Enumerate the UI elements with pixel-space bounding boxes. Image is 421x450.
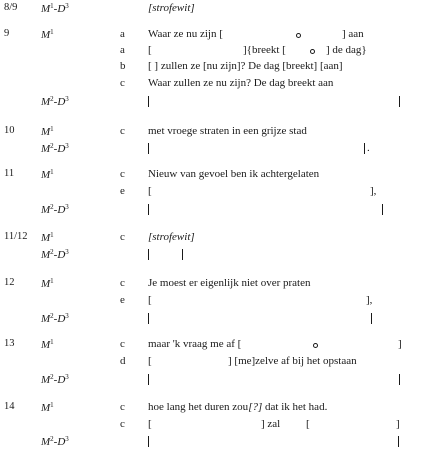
variant-bar xyxy=(182,249,183,260)
witness-siglum: $M^1$ xyxy=(41,231,54,244)
variant-bar xyxy=(371,313,372,324)
line-number: 8/9 xyxy=(4,2,18,13)
witness-siglum: $M^2-D^3$ xyxy=(41,435,69,448)
variant-bar xyxy=(148,249,149,260)
witness-siglum: $M^2-D^3$ xyxy=(41,248,69,261)
variant-text: Je moest er eigenlijk niet over praten xyxy=(148,277,311,289)
variant-text: ] aan xyxy=(342,28,364,40)
variant-letter: e xyxy=(120,294,125,306)
variant-text: . xyxy=(367,142,370,154)
line-number: 10 xyxy=(4,125,15,136)
variant-text: [ xyxy=(306,418,310,430)
variant-text: [ xyxy=(148,44,152,56)
line-number: 12 xyxy=(4,277,15,288)
variant-bar xyxy=(398,436,399,447)
variant-text: ]{breekt [ xyxy=(243,44,286,56)
variant-letter: a xyxy=(120,28,125,40)
variant-text: Waar ze nu zijn [ xyxy=(148,28,223,40)
variant-bar xyxy=(382,204,383,215)
variant-bar xyxy=(148,204,149,215)
variant-bar xyxy=(148,96,149,107)
witness-siglum: $M^1$ xyxy=(41,28,54,41)
line-number: 13 xyxy=(4,338,15,349)
variant-letter: c xyxy=(120,231,125,243)
variant-text: ] de dag} xyxy=(326,44,367,56)
variant-text: [ xyxy=(148,418,152,430)
variant-text: Waar zullen ze nu zijn? De dag breekt aan xyxy=(148,77,334,89)
variant-bar xyxy=(399,374,400,385)
variant-bar xyxy=(364,143,365,154)
variant-text: met vroege straten in een grijze stad xyxy=(148,125,307,137)
line-number: 11/12 xyxy=(4,231,28,242)
variant-text: ] xyxy=(396,418,400,430)
variant-letter: c xyxy=(120,338,125,350)
circle-mark xyxy=(296,33,301,38)
variant-letter: c xyxy=(120,277,125,289)
variant-letter: b xyxy=(120,60,126,72)
line-number: 11 xyxy=(4,168,15,179)
witness-siglum: $M^1$ xyxy=(41,125,54,138)
variant-letter: c xyxy=(120,168,125,180)
line-number: 9 xyxy=(4,28,10,39)
variant-letter: a xyxy=(120,44,125,56)
variant-letter: d xyxy=(120,355,126,367)
witness-siglum: $M^2-D^3$ xyxy=(41,373,69,386)
variant-text: Nieuw van gevoel ben ik achtergelaten xyxy=(148,168,320,180)
witness-siglum: $M^1$ xyxy=(41,168,54,181)
witness-siglum: $M^2-D^3$ xyxy=(41,142,69,155)
variant-text: [ xyxy=(148,294,152,306)
variant-letter: c xyxy=(120,401,125,413)
variant-text: [ xyxy=(148,355,152,367)
witness-siglum: $M^1$ xyxy=(41,401,54,414)
variant-bar xyxy=(148,374,149,385)
witness-siglum: $M^1-D^3$ xyxy=(41,2,69,15)
strofewit-note: [strofewit] xyxy=(148,2,195,14)
variant-bar xyxy=(399,96,400,107)
variant-letter: c xyxy=(120,125,125,137)
witness-siglum: $M^1$ xyxy=(41,277,54,290)
variant-bar xyxy=(148,436,149,447)
circle-mark xyxy=(313,343,318,348)
circle-mark xyxy=(310,49,315,54)
variant-text: ], xyxy=(370,185,377,197)
variant-text: ], xyxy=(366,294,373,306)
variant-text: ] [me]zelve af bij het opstaan xyxy=(228,355,357,367)
variant-text: [ xyxy=(148,185,152,197)
witness-siglum: $M^2-D^3$ xyxy=(41,95,69,108)
line-number: 14 xyxy=(4,401,15,412)
variant-bar xyxy=(148,313,149,324)
variant-text: maar 'k vraag me af [ xyxy=(148,338,242,350)
variant-letter: c xyxy=(120,418,125,430)
variant-text: ] zal xyxy=(261,418,281,430)
witness-siglum: $M^1$ xyxy=(41,338,54,351)
strofewit-note: [strofewit] xyxy=(148,231,195,243)
variant-letter: c xyxy=(120,77,125,89)
variant-text: [ ] zullen ze [nu zijn]? De dag [breekt] [aan] xyxy=(148,60,343,72)
variant-letter: e xyxy=(120,185,125,197)
variant-text: hoe lang het duren zou[?] dat ik het had. xyxy=(148,401,328,413)
witness-siglum: $M^2-D^3$ xyxy=(41,203,69,216)
witness-siglum: $M^2-D^3$ xyxy=(41,312,69,325)
variant-text: ] xyxy=(398,338,402,350)
variant-bar xyxy=(148,143,149,154)
